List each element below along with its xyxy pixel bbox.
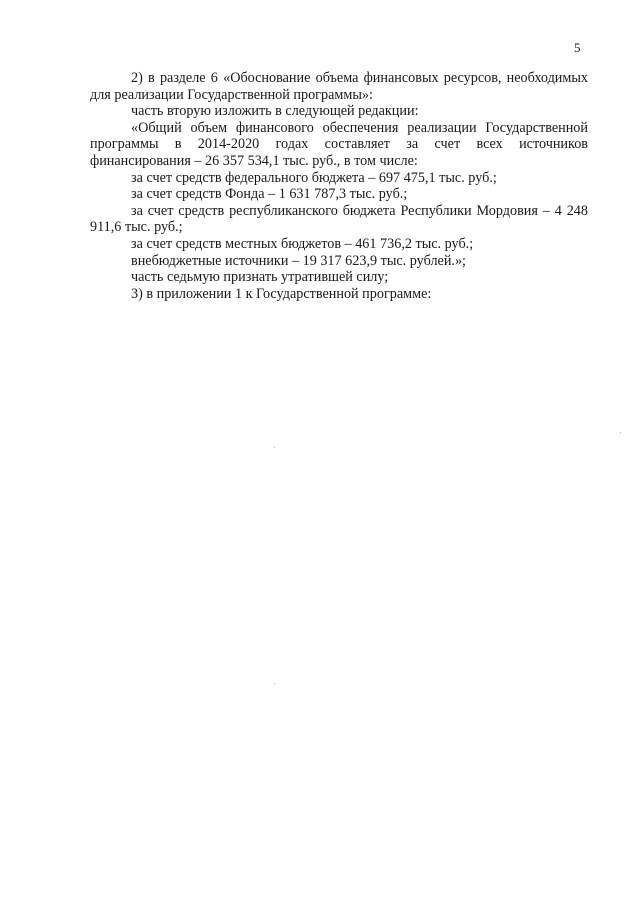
paragraph-republican-budget: за счет средств республиканского бюджета Республики Мордовия – 4 248 911,6 тыс. руб.; <box>90 202 588 236</box>
scan-speck <box>620 432 621 433</box>
paragraph-part-seven: часть седьмую признать утратившей силу; <box>131 269 389 286</box>
paragraph-part-two: часть вторую изложить в следующей редакции: <box>131 103 419 120</box>
scan-speck <box>274 447 275 448</box>
page-number: 5 <box>574 40 581 55</box>
paragraph-total-funding: «Общий объем финансового обеспечения реализации Государственной программы в 2014-2020 годах составляет за счет всех источников финансирования – 26 357 534,1 тыс. руб., в том числе: <box>90 119 588 169</box>
paragraph-extrabudgetary: внебюджетные источники – 19 317 623,9 тыс. рублей.»; <box>131 252 466 269</box>
scan-speck <box>274 683 275 684</box>
paragraph-section-6-heading: 2) в разделе 6 «Обоснование объема финансовых ресурсов, необходимых для реализации Государственной программы»: <box>90 70 588 103</box>
paragraph-fund: за счет средств Фонда – 1 631 787,3 тыс. руб.; <box>131 186 408 203</box>
paragraph-appendix-1: 3) в приложении 1 к Государственной программе: <box>131 285 432 302</box>
paragraph-federal-budget: за счет средств федерального бюджета – 697 475,1 тыс. руб.; <box>131 169 497 186</box>
paragraph-local-budgets: за счет средств местных бюджетов – 461 736,2 тыс. руб.; <box>131 235 474 252</box>
document-body <box>90 70 588 302</box>
